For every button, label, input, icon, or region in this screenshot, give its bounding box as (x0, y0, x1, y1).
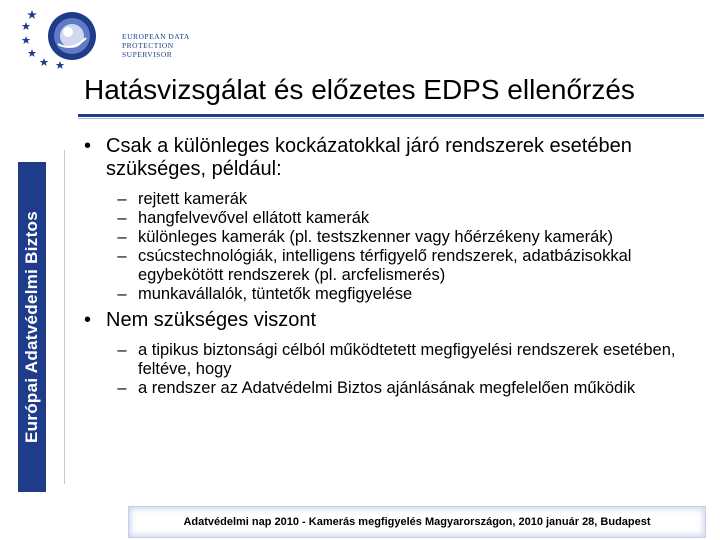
dash-mark: – (117, 341, 127, 359)
sub-item-text: a tipikus biztonsági célból működtetett megfigyelési rendszerek esetében, feltéve, hogy (138, 341, 676, 378)
dash-mark: – (117, 247, 127, 265)
bullet-mark: • (84, 309, 92, 331)
bullet-mark: • (84, 135, 92, 157)
bullet-2-text: Nem szükséges viszont (106, 309, 317, 331)
bullet-1-text: Csak a különleges kockázatokkal járó rendszerek esetében szükséges, például: (106, 135, 632, 180)
sub-item-text: munkavállalók, tüntetők megfigyelése (138, 285, 413, 303)
bullet-1 (84, 135, 714, 181)
logo-text (122, 32, 202, 59)
footer-caption: Adatvédelmi nap 2010 - Kamerás megfigyelés Magyarországon, 2010 január 28, Budapest (128, 506, 706, 538)
left-divider (64, 150, 65, 484)
dash-mark: – (117, 228, 127, 246)
title-underline (78, 114, 704, 117)
page-title: Hatásvizsgálat és előzetes EDPS ellenőrzés (84, 74, 635, 105)
sub-item-text: a rendszer az Adatvédelmi Biztos ajánlásának megfelelően működik (138, 379, 636, 397)
sub-item (106, 379, 714, 398)
sub-item-text: hangfelvevővel ellátott kamerák (138, 209, 370, 227)
dash-mark: – (117, 209, 127, 227)
slide-content (84, 135, 714, 398)
sub-item (106, 228, 714, 247)
sub-item-text: rejtett kamerák (138, 190, 248, 208)
logo-line-1: EUROPEAN DATA (122, 32, 190, 41)
dash-mark: – (117, 190, 127, 208)
sub-item (106, 247, 714, 285)
bullet-2-subs (106, 341, 714, 398)
dash-mark: – (117, 379, 127, 397)
dash-mark: – (117, 285, 127, 303)
sub-item-text: csúcstechnológiák, intelligens térfigyelő rendszerek, adatbázisokkal egybekötött rendszerek (pl. arcfelismerés) (138, 247, 632, 284)
sub-item (106, 209, 714, 228)
bullet-1-subs (106, 190, 714, 304)
sub-item (106, 285, 714, 304)
edps-logo-icon (22, 8, 122, 74)
logo-line-2: PROTECTION SUPERVISOR (122, 41, 174, 59)
bullet-2 (84, 309, 714, 332)
edps-logo (22, 8, 202, 74)
sub-item-text: különleges kamerák (pl. testszkenner vagy hőérzékeny kamerák) (138, 228, 614, 246)
title-underline-accent (78, 118, 704, 119)
sub-item (106, 190, 714, 209)
side-title: Európai Adatvédelmi Biztos (18, 162, 46, 492)
sub-item (106, 341, 714, 379)
